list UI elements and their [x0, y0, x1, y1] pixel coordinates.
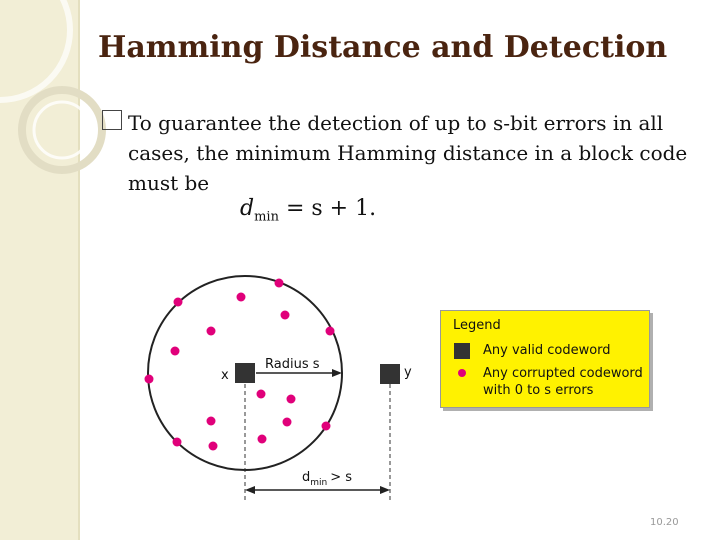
dmin-label	[302, 470, 352, 488]
error-dot	[257, 390, 266, 399]
valid-codeword-swatch	[454, 343, 470, 359]
point-y-label: y	[404, 365, 412, 380]
error-dot	[258, 435, 267, 444]
radius-arrowhead	[332, 369, 342, 377]
bullet-text: To guarantee the detection of up to s-bit errors in all cases, the minimum Hamming distance in a block code must be	[128, 111, 688, 195]
formula-lhs-subscript: min	[254, 209, 279, 225]
error-dot	[237, 293, 246, 302]
error-dot	[145, 375, 154, 384]
dmin-label-sub: min	[310, 478, 328, 488]
codeword-x	[235, 363, 255, 383]
formula-lhs: d	[240, 196, 255, 221]
error-dot	[326, 327, 335, 336]
error-dot	[171, 347, 180, 356]
radius-label: Radius s	[265, 357, 320, 372]
legend-box	[440, 310, 650, 408]
legend-corrupted-label: Any corrupted codeword with 0 to s errors	[483, 366, 643, 398]
error-dot	[283, 418, 292, 427]
dmin-arrowhead-right	[380, 486, 390, 494]
error-dot	[287, 395, 296, 404]
error-dot	[174, 298, 183, 307]
dmin-label-rel: > s	[330, 470, 353, 485]
error-dot	[281, 311, 290, 320]
dmin-arrowhead-left	[245, 486, 255, 494]
error-dot	[209, 442, 218, 451]
error-dot	[173, 438, 182, 447]
error-dot	[207, 327, 216, 336]
point-x-label: x	[221, 368, 229, 383]
dmin-label-d: d	[302, 470, 311, 485]
error-dot	[322, 422, 331, 431]
error-dot	[207, 417, 216, 426]
slide-title: Hamming Distance and Detection	[98, 30, 668, 65]
legend-valid-label: Any valid codeword	[483, 343, 611, 358]
legend-title: Legend	[453, 318, 501, 333]
formula-rhs: = s + 1.	[285, 196, 377, 221]
codeword-y	[380, 364, 400, 384]
page-number: 10.20	[650, 517, 679, 528]
corrupted-codeword-swatch	[458, 369, 466, 377]
error-dot	[275, 279, 284, 288]
